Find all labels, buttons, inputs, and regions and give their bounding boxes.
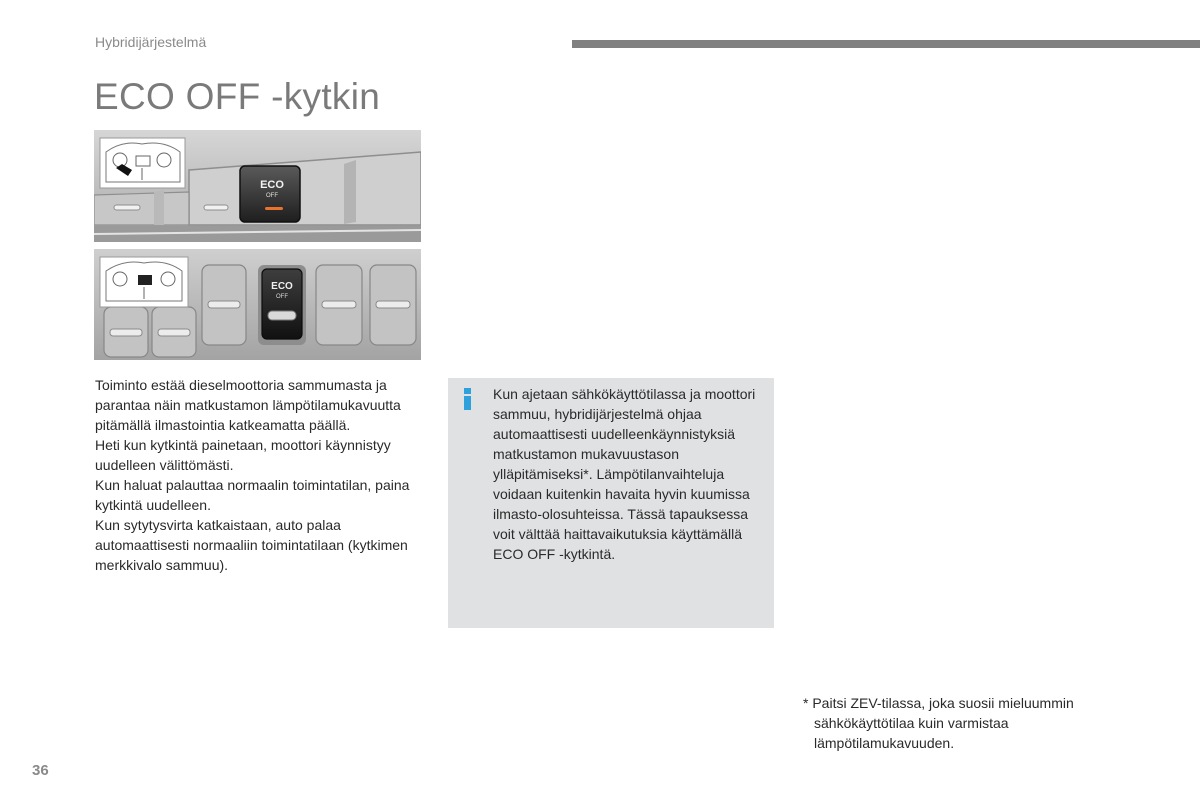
switch-eco-label-bottom: ECO	[271, 281, 293, 292]
page-number: 36	[32, 762, 49, 779]
paragraph-3: Kun haluat palauttaa normaalin toimintatilan, paina kytkintä uudelleen.	[95, 477, 410, 513]
switch-led	[265, 207, 283, 210]
switch-off-label-bottom: OFF	[276, 294, 288, 300]
section-label: Hybridijärjestelmä	[95, 34, 207, 50]
info-icon	[462, 388, 474, 410]
instructions-text	[95, 375, 415, 575]
info-box-text: Kun ajetaan sähkökäyttötilassa ja moottori sammuu, hybridijärjestelmä ohjaa automaattisesti uudelleenkäynnistyksiä matkustamon mukavuustason ylläpitämiseksi*. Lämpötilanvaihteluja voidaan kuitenkin havaita hyvin kuumissa ilmasto-olosuhteissa. Tässä tapauksessa voit välttää haittavaikutuksia käyttämällä ECO OFF -kytkintä.	[493, 386, 756, 562]
locator-inset-bottom	[100, 257, 188, 307]
locator-inset-top	[100, 138, 185, 188]
paragraph-2: Heti kun kytkintä painetaan, moottori käynnistyy uudelleen välittömästi.	[95, 437, 391, 473]
paragraph-4: Kun sytytysvirta katkaistaan, auto palaa automaattisesti normaaliin toimintatilaan (kytkimen merkkivalo sammuu).	[95, 517, 408, 573]
switch-off-label-top: OFF	[266, 193, 278, 199]
eco-off-switch-bottom	[258, 265, 306, 345]
paragraph-1: Toiminto estää dieselmoottoria sammumasta ja parantaa näin matkustamon lämpötilamukavuutta pitämällä ilmastointia katkeamatta päällä.	[95, 377, 401, 433]
eco-off-switch-top	[240, 166, 300, 222]
switch-eco-label-top: ECO	[260, 179, 284, 191]
eco-off-switch-photo-bottom	[94, 249, 421, 360]
page-title: ECO OFF -kytkin	[94, 76, 381, 117]
info-box	[448, 378, 774, 628]
eco-off-switch-photo-top	[94, 130, 421, 242]
header-rule	[572, 40, 1200, 48]
footnote: * Paitsi ZEV-tilassa, joka suosii mieluummin sähkökäyttötilaa kuin varmistaa lämpötilamukavuuden.	[803, 695, 1074, 751]
